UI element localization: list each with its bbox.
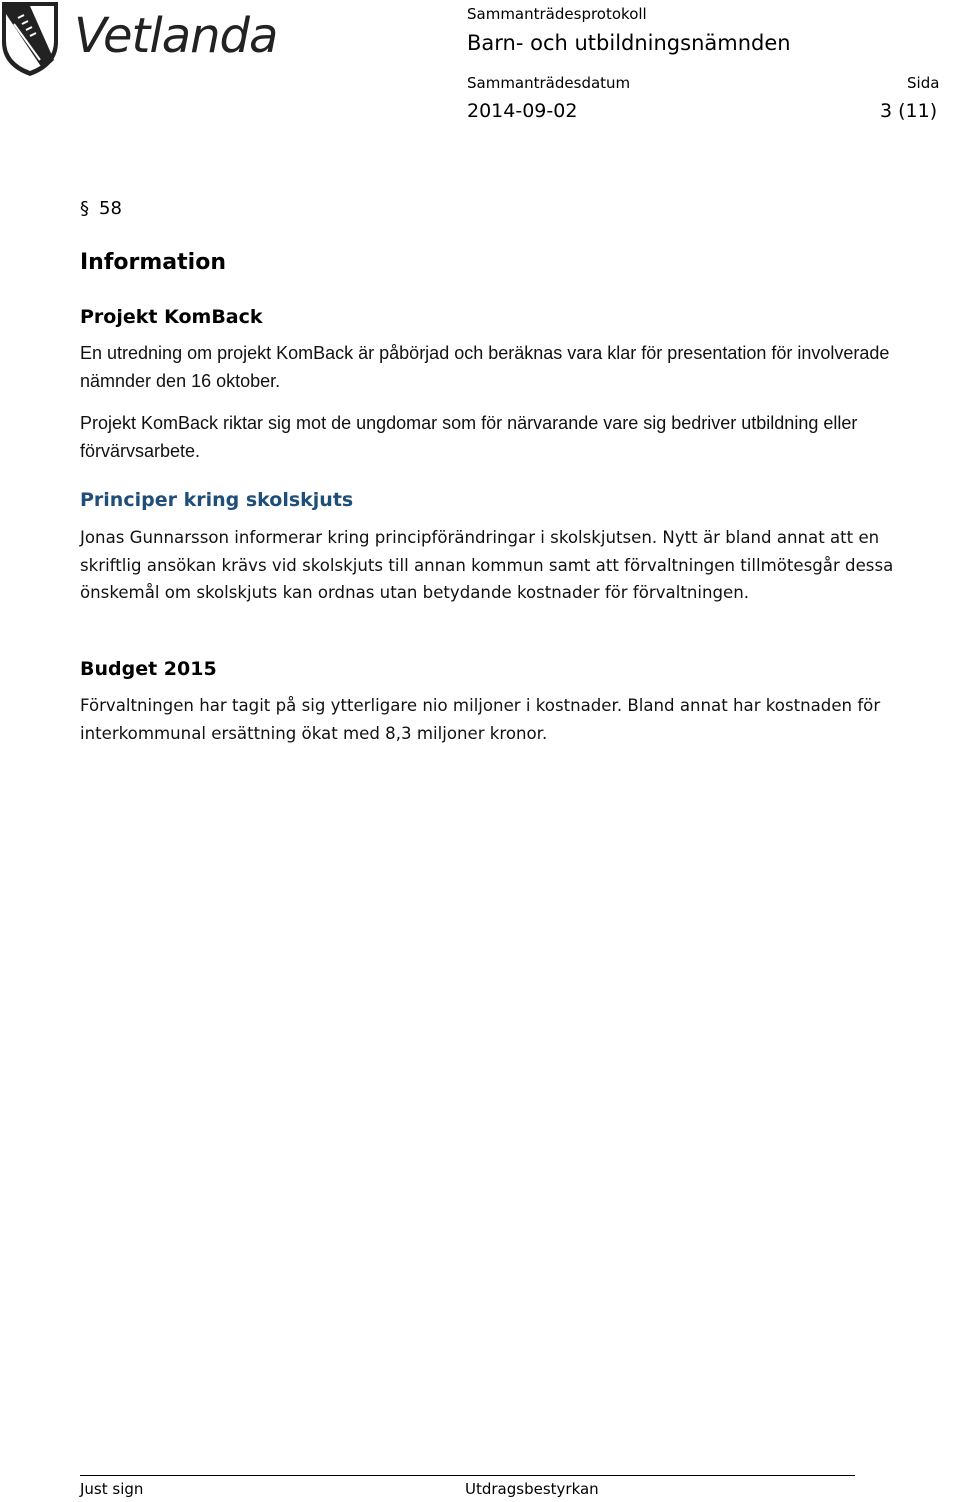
protocol-label: Sammanträdesprotokoll <box>467 5 647 23</box>
footer-rule <box>80 1475 855 1476</box>
paragraph-number <box>80 198 122 219</box>
budget-paragraph: Förvaltningen har tagit på sig ytterligare nio miljoner i kostnader. Bland annat har kostnaden för interkommunal ersättning ökat med 8,3 miljoner kronor. <box>80 696 881 743</box>
logo-wordmark: Vetlanda <box>74 8 278 64</box>
section-title: Information <box>80 250 226 275</box>
kombank-paragraph-2: Projekt KomBack riktar sig mot de ungdomar som för närvarande vare sig bedriver utbildning eller förvärvsarbete. <box>80 413 858 461</box>
skolskjuts-paragraph: Jonas Gunnarsson informerar kring principförändringar i skolskjutsen. Nytt är bland annat att en skriftlig ansökan krävs vid skolskjuts till annan kommun samt att förvaltningen tillmötesgår dessa önskemål om skolskjuts kan ordnas utan betydande kostnader för förvaltningen. <box>80 528 894 602</box>
kombank-paragraph-1: En utredning om projekt KomBack är påbörjad och beräknas vara klar för presentation för involverade nämnder den 16 oktober. <box>80 343 890 391</box>
committee-title: Barn- och utbildningsnämnden <box>467 31 791 55</box>
page-number: 3 (11) <box>880 100 938 122</box>
paragraph-number-value: 58 <box>99 198 122 219</box>
date-label: Sammanträdesdatum <box>467 74 631 92</box>
vetlanda-logo <box>0 0 300 80</box>
subheading-kombank: Projekt KomBack <box>80 306 263 328</box>
subheading-skolskjuts: Principer kring skolskjuts <box>80 489 354 511</box>
paragraph-symbol: § <box>80 198 89 219</box>
extract-label: Utdragsbestyrkan <box>465 1480 599 1498</box>
subheading-budget: Budget 2015 <box>80 658 217 680</box>
vetlanda-coat-of-arms-icon <box>0 0 300 80</box>
page-label: Sida <box>907 74 940 92</box>
sign-label: Just sign <box>80 1480 144 1498</box>
meeting-date: 2014-09-02 <box>467 100 578 122</box>
